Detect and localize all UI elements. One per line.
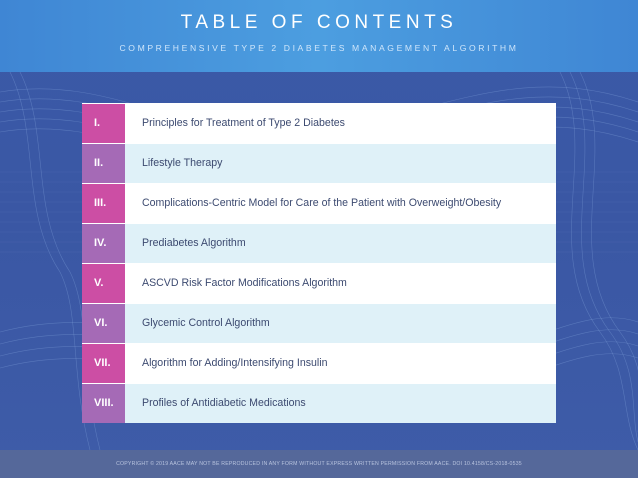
copyright-notice: COPYRIGHT © 2019 AACE MAY NOT BE REPRODUCED IN ANY FORM WITHOUT EXPRESS WRITTEN PERMISSION FROM AACE. DOI 10.4158/CS-2018-0535 bbox=[116, 461, 522, 467]
toc-label: Profiles of Antidiabetic Medications bbox=[142, 397, 306, 409]
page-subtitle: COMPREHENSIVE TYPE 2 DIABETES MANAGEMENT ALGORITHM bbox=[119, 43, 519, 53]
toc-numeral: V. bbox=[82, 264, 125, 303]
toc-label: Complications-Centric Model for Care of the Patient with Overweight/Obesity bbox=[142, 197, 502, 209]
toc-numeral: VII. bbox=[82, 344, 125, 383]
toc-item[interactable] bbox=[82, 223, 556, 263]
toc-item[interactable] bbox=[82, 143, 556, 183]
toc-numeral: III. bbox=[82, 184, 125, 223]
table-of-contents bbox=[82, 103, 556, 423]
toc-item[interactable] bbox=[82, 103, 556, 143]
toc-numeral: IV. bbox=[82, 224, 125, 263]
toc-numeral: VI. bbox=[82, 304, 125, 343]
toc-numeral: I. bbox=[82, 104, 125, 143]
toc-item[interactable] bbox=[82, 183, 556, 223]
toc-numeral: VIII. bbox=[82, 384, 125, 423]
toc-label: Lifestyle Therapy bbox=[142, 157, 223, 169]
toc-item[interactable] bbox=[82, 303, 556, 343]
toc-item[interactable] bbox=[82, 343, 556, 383]
toc-label: Algorithm for Adding/Intensifying Insulin bbox=[142, 357, 328, 369]
header-bar bbox=[0, 0, 638, 72]
toc-label: Principles for Treatment of Type 2 Diabetes bbox=[142, 117, 345, 129]
footer-bar bbox=[0, 450, 638, 478]
toc-item[interactable] bbox=[82, 263, 556, 303]
toc-label: Glycemic Control Algorithm bbox=[142, 317, 270, 329]
toc-label: Prediabetes Algorithm bbox=[142, 237, 246, 249]
toc-numeral: II. bbox=[82, 144, 125, 183]
page-title: TABLE OF CONTENTS bbox=[180, 12, 458, 33]
toc-item[interactable] bbox=[82, 383, 556, 423]
toc-label: ASCVD Risk Factor Modifications Algorithm bbox=[142, 277, 347, 289]
